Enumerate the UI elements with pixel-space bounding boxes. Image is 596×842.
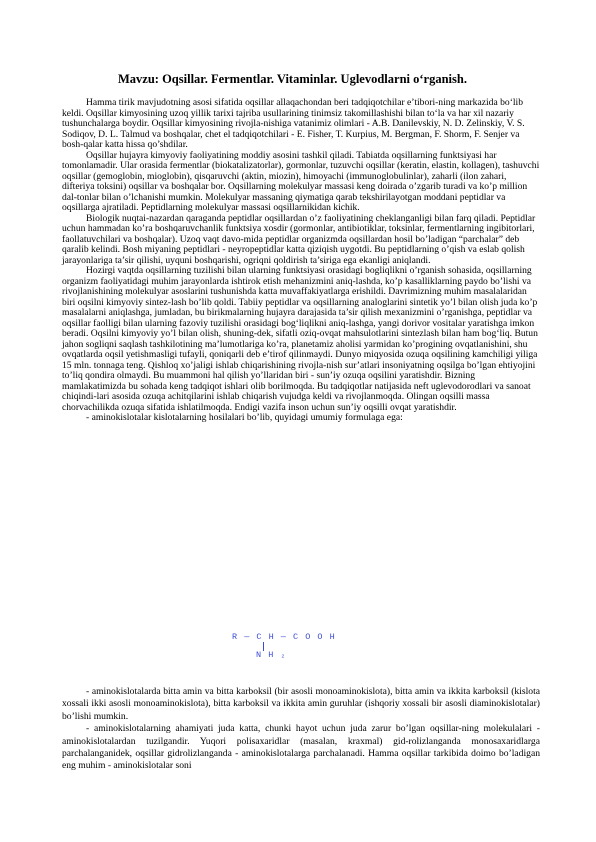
paragraph-5: - aminokislotalar kislotalarning hosilalari bo’lib, quyidagi umumiy formulaga ega: [86,412,403,423]
formula-line-2: N H ₂ [256,650,287,660]
paragraph-2: Oqsillar hujayra kimyoviy faoliyatining moddiy asosini tashkil qiladi. Tabiatda oqsillarning funktsiyasi har tomonlamadir. Ular orasida fermentlar (biokatalizatorlar), gormonlar, tuzuvchi oqsillar (keratin, elastin, kollagen), tashuvchi oqsillar (gemoglobin, mioglobin), qisqaruvchi (aktin, miozin), himoyachi (immunoglobulinlar), zaharli (ilon zahari, difteriya toksini) oqsillar va boshqalar bor. Oqsillarning molekulyar massasi keng doirada o’zgarib turadi va ko’p million dal-tonlar bilan o’lchanishi mumkin. Molekulyar massaning qiymatiga qarab tekshirilayotgan moddani peptidlar va oqsillarga ajratiladi. Peptidlarning molekulyar massasi oqsillarnikidan kichik. [62,149,540,213]
page-title: Mavzu: Oqsillar. Fermentlar. Vitaminlar. Uglevodlarni o‘rganish. [118,72,467,86]
body-text-continued [62,686,540,773]
paragraph-3: Biologik nuqtai-nazardan qaraganda peptidlar oqsillardan o’z faoliyatining cheklanganligi bilan farq qiladi. Peptidlar uchun hammadan ko’ra boshqaruvchanlik funktsiya xosdir (gormonlar, antibiotiklar, toksinlar, fermentlarning ingibitorlari, faollatuvchilari va boshqalar). Uzoq vaqt davo-mida peptidlar organizmda oqsillardan hosil bo’ladigan “parchalar” deb qaralib kelindi. Bosh miyaning peptidlari - neyropeptidlar katta qiziqish uygotdi. Bu peptidlarning o’qish va eslab qolish jarayonlariga ta’sir qilishi, uyquni boshqarishi, ogriqni qoldirish ta’siriga ega ekanligi aniqlandi. [62,212,536,266]
formula-line-1: R — C H — C O O H [232,632,336,642]
paragraph-1: Hamma tirik mavjudotning asosi sifatida oqsillar allaqachondan beri tadqiqotchilar e’tibori-ning markazida bo‘lib keldi. Oqsillar kimyosining uzoq yillik tarixi tajriba usullarining tinimsiz takomillashishi bilan to‘la va har xil nazariy tushunchalarga boydir. Oqsillar kimyosining rivojla-nishiga vatanimiz olimlari - A.B. Danilevskiy, N. D. Zelinskiy, V. S. Sodiqov, D. L. Talmud va boshqalar, chet el tadqiqotchilari - E. Fisher, T. Kurpius, M. Bergman, F. Shorm, F. Senjer va bosh-qalar katta hissa qo’shdilar. [62,97,525,150]
paragraph-6: - aminokislotalarda bitta amin va bitta karboksil (bir asosli monoaminokislota), bitta amin va ikkita karboksil (kislota xossali ikki asosli monoaminokislota), bitta karboksil va ikkita amin guruhlar (ishqoriy xossali bir asosli diaminokislotalar) bo’lishi mumkin. [62,686,540,722]
paragraph-4: Hozirgi vaqtda oqsillarning tuzilishi bilan ularning funktsiyasi orasidagi bogliqlikni o’rganish sohasida, oqsillarning organizm faoliyatidagi muhim jarayonlarda ishtirok etish mehanizmini aniq-lashda, ko’p kasalliklarning paydo bo’lishi va rivojlanishining molekulyar asoslarini tushunishda katta muvaffakiyatlarga erishildi. Davrimizning muhim masalalaridan biri oqsilni kimyoviy sintez-lash bo’lib qoldi. Tabiiy peptidlar va oqsillarning analoglarini sintetik yo’l bilan olish juda ko’p masalalarni aniqlashga, jumladan, bu birikmalarning hujayra darajasida ta’sir qilish mexanizmini o’rganishga, peptidlar va oqsillar faolligi bilan ularning fazoviy tuzilishi orasidagi bog‘liqlikni aniq-lashga, yangi dorivor vositalar yaratishga imkon beradi. Oqsilni kimyoviy yo’l bilan olish, shuning-dek, sifatli oziq-ovqat mahsulotlarini sintezlash bilan ham bog‘liq. Butun jahon sogliqni saqlash tashkilotining ma’lumotlariga ko’ra, planetamiz aholisi yarmidan ko’progining ovqatlanishini, shu ovqatlarda oqsil yetishmasligi tufayli, qoniqarli deb e’tirof qilinmaydi. Dunyo miqyosida ozuqa oqsilining kamchiligi yiliga 15 mln. tonnaga teng. Qishloq xo’jaligi ishlab chiqarishining rivojla-nish sur’atlari insoniyatning oqsilga bo’lgan ehtiyojini to’liq qondira olmaydi. Bu muammoni hal qilish yo’llaridan biri - sun’iy ozuqa oqsilini yaratishdir. Bizning mamlakatimizda bu sohada keng tadqiqot ishlari olib borilmoqda. Bu tadqiqotlar natijasida neft uglevodorodlari va sanoat chiqindi-lari asosida ozuqa achitqilarini ishlab chiqarish vujudga keldi va rivojlanmoqda. Olingan oqsilli massa chorvachilikda ozuqa sifatida ishlatilmoqda. Endigi vazifa inson uchun sun’iy oqsilli ovqat yaratishdir. [62,265,538,413]
amino-acid-formula [232,632,372,672]
body-text [62,98,540,424]
paragraph-7: - aminokislotalarning ahamiyati juda katta, chunki hayot uchun juda zarur bo’lgan oqsillar-ning molekulalari -aminokislotalardan tuzilgandir. Yuqori polisaxaridlar (masalan, kraxmal) gid-rolizlanganda monosaxaridlarga parchalanganidek, oqsillar gidrolizlanganda - aminokislotalarga parchalanadi. Hamma oqsillar tarkibida doimo bo’ladigan eng muhim - aminokislotalar soni [62,723,540,772]
